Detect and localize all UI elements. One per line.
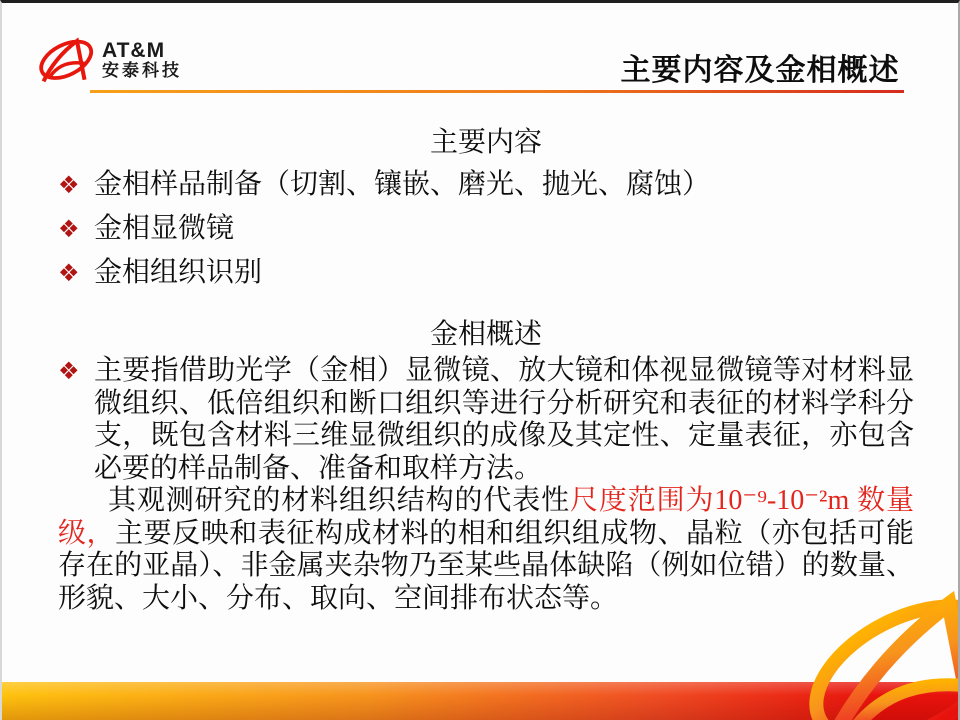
diamond-bullet-icon: ❖ xyxy=(58,357,80,385)
diamond-bullet-icon: ❖ xyxy=(58,171,80,199)
contents-heading: 主要内容 xyxy=(429,127,542,158)
diamond-bullet-icon: ❖ xyxy=(58,259,80,287)
logo-text xyxy=(102,40,182,79)
bullet-text: 金相组织识别 xyxy=(94,257,263,288)
atm-logo xyxy=(36,35,182,83)
scale-paragraph-post: 主要反映和表征构成材料的相和组织组成物、晶粒（亦包括可能存在的亚晶）、非金属夹杂物乃至某些晶体缺陷（例如位错）的数量、形貌、大小、分布、取向、空间排布状态等。 xyxy=(58,517,914,614)
overview-heading: 金相概述 xyxy=(429,319,542,350)
list-item xyxy=(58,257,914,289)
atm-logo-watermark xyxy=(797,586,960,720)
bullet-text: 金相样品制备（切割、镶嵌、磨光、抛光、腐蚀） xyxy=(94,169,711,200)
overview-paragraph xyxy=(58,355,914,485)
slide-content xyxy=(58,123,914,615)
atm-logo-icon xyxy=(36,35,98,83)
overview-paragraph-text: 主要指借助光学（金相）显微镜、放大镜和体视显微镜等对材料显微组织、低倍组织和断口组织等进行分析研究和表征的材料学科分支，既包含材料三维显微组织的成像及其定性、定量表征，亦包含必要的样品制备、准备和取样方法。 xyxy=(94,355,914,484)
logo-brand-cn-text: 安泰科技 xyxy=(102,60,182,80)
header-divider xyxy=(90,90,904,93)
list-item xyxy=(58,213,914,245)
scale-paragraph-pre: 其观测研究的材料组织结构的代表性 xyxy=(108,485,571,516)
bullet-text: 金相显微镜 xyxy=(94,213,235,244)
diamond-bullet-icon: ❖ xyxy=(58,215,80,243)
scale-highlight-text: 尺度范围为10⁻⁹-10⁻²m 数量级， xyxy=(58,485,914,549)
page-title: 主要内容及金相概述 xyxy=(620,54,900,87)
logo-brand-text: AT&M xyxy=(102,38,166,62)
list-item xyxy=(58,169,914,201)
atm-watermark-icon xyxy=(797,586,960,720)
scale-paragraph xyxy=(58,485,914,615)
contents-bullet-list xyxy=(58,169,914,289)
